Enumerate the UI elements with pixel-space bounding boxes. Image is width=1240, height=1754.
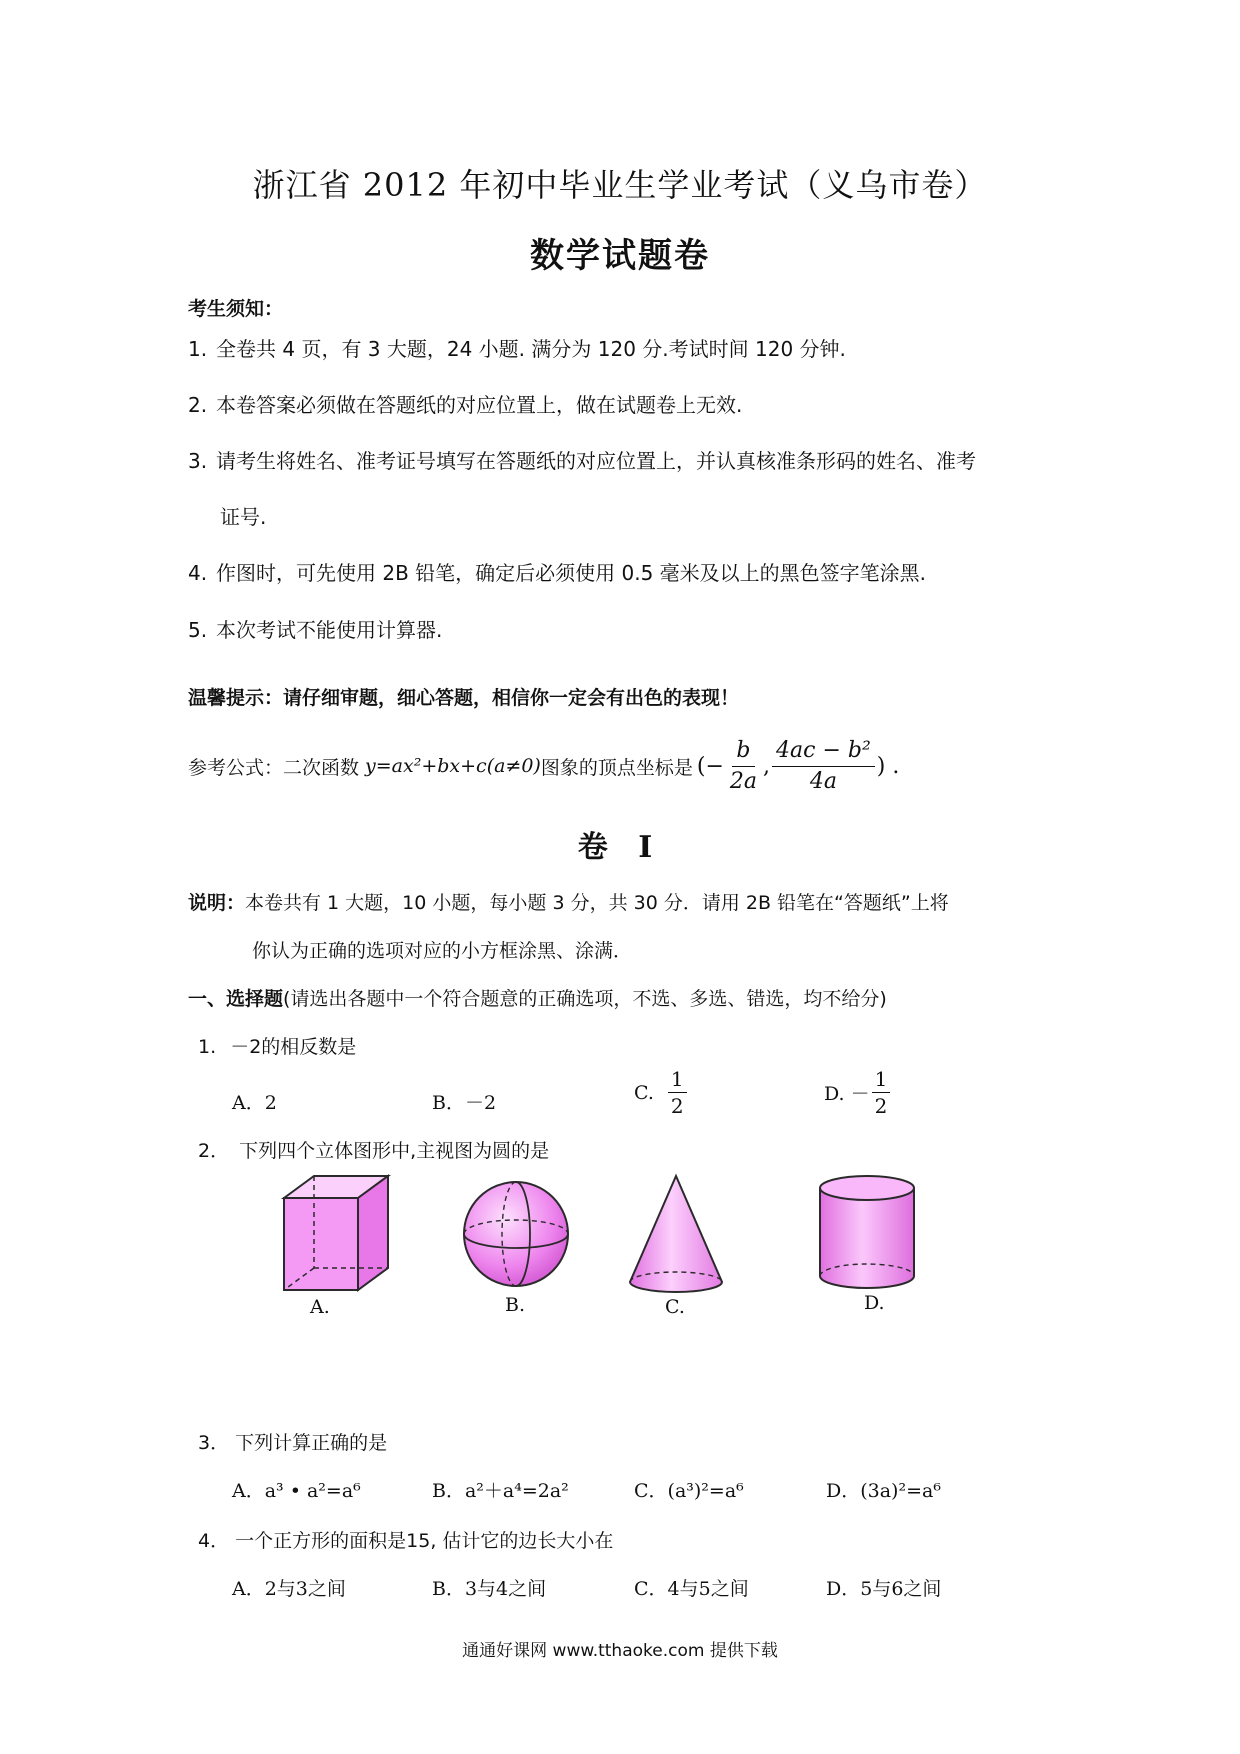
notice-text: 本卷答案必须做在答题纸的对应位置上，做在试题卷上无效. <box>216 393 743 417</box>
notice-item <box>188 445 976 474</box>
formula-comma: , <box>763 753 771 779</box>
notice-item <box>188 333 846 362</box>
notice-text: 全卷共 4 页，有 3 大题，24 小题. 满分为 120 分.考试时间 120 分钟. <box>216 337 846 361</box>
option-label: C. <box>634 1081 654 1104</box>
fraction-numerator: 4ac − b² <box>772 738 875 767</box>
formula-fraction-1 <box>726 738 761 795</box>
warm-tip: 温馨提示：请仔细审题，细心答题，相信你一定会有出色的表现！ <box>188 687 740 709</box>
notice-text: 请考生将姓名、准考证号填写在答题纸的对应位置上，并认真核准条形码的姓名、准考 <box>216 449 976 473</box>
section-label: 一、选择题 <box>188 988 284 1010</box>
q3-option-b: B．a²＋a⁴=2a² <box>432 1480 569 1502</box>
option-fraction <box>872 1066 891 1119</box>
q4-option-b: B．3与4之间 <box>432 1578 547 1600</box>
fraction-numerator: 1 <box>872 1066 891 1093</box>
question-text: －2的相反数是 <box>230 1036 357 1058</box>
page-footer: 通通好课网 www.tthaoke.com 提供下载 <box>462 1641 778 1661</box>
formula-close-paren: ) . <box>876 753 900 779</box>
q2-option-c-label: C. <box>665 1296 685 1318</box>
section-instructions: (请选出各题中一个符合题意的正确选项，不选、多选、错选，均不给分) <box>283 988 887 1010</box>
fraction-denominator: 4a <box>809 768 837 794</box>
part-heading: 卷 I <box>577 830 663 865</box>
question-1 <box>198 1032 356 1059</box>
notice-heading: 考生须知： <box>188 298 284 320</box>
question-4 <box>198 1526 613 1553</box>
formula-prefix: 参考公式：二次函数 <box>188 756 360 779</box>
q4-option-a: A．2与3之间 <box>232 1578 346 1600</box>
question-2 <box>198 1136 549 1163</box>
description-line-2: 你认为正确的选项对应的小方框涂黑、涂满． <box>252 940 633 962</box>
q1-option-b: B．－2 <box>432 1092 497 1114</box>
q3-option-d: D．(3a)²=a⁶ <box>826 1480 941 1502</box>
cone-figure <box>624 1170 728 1300</box>
option-label: D. － <box>824 1083 870 1105</box>
fraction-numerator: 1 <box>668 1066 687 1093</box>
q1-option-a: A．2 <box>232 1092 277 1114</box>
notice-continuation: 证号. <box>220 505 267 529</box>
q4-option-d: D．5与6之间 <box>826 1578 942 1600</box>
exam-subtitle: 数学试题卷 <box>530 236 710 276</box>
q1-option-c <box>634 1066 687 1119</box>
formula-fraction-2 <box>772 738 875 795</box>
formula-open-paren: (− <box>696 753 724 779</box>
cube-figure <box>270 1168 400 1298</box>
description-line-1: 本卷共有 1 大题，10 小题，每小题 3 分，共 30 分．请用 2B 铅笔在“答题纸”上将 <box>245 892 949 914</box>
question-number: 4． <box>198 1530 230 1552</box>
question-number: 1. <box>198 1036 217 1058</box>
notice-number: 1. <box>188 337 208 361</box>
notice-number: 5. <box>188 618 208 642</box>
question-number: 2． <box>198 1140 230 1162</box>
q4-option-c: C．4与5之间 <box>634 1578 749 1600</box>
q3-option-a: A．a³ • a²=a⁶ <box>232 1480 361 1502</box>
formula-middle: 图象的顶点坐标是 <box>540 756 693 779</box>
option-fraction <box>668 1066 687 1119</box>
fraction-numerator: b <box>732 738 754 767</box>
fraction-denominator: 2 <box>670 1094 684 1118</box>
question-number: 3． <box>198 1432 230 1454</box>
notice-item <box>188 389 742 418</box>
notice-item <box>188 614 442 643</box>
exam-title: 浙江省 2012 年初中毕业生学业考试（义乌市卷） <box>252 166 988 204</box>
q2-option-d-label: D. <box>864 1292 885 1314</box>
question-text: 下列计算正确的是 <box>235 1432 388 1454</box>
question-text: 下列四个立体图形中,主视图为圆的是 <box>239 1140 550 1162</box>
q3-option-c: C．(a³)²=a⁶ <box>634 1480 744 1502</box>
q2-option-a-label: A. <box>310 1296 330 1318</box>
fraction-denominator: 2a <box>729 768 758 794</box>
description-label: 说明： <box>188 892 246 914</box>
reference-formula <box>188 730 899 802</box>
notice-number: 2. <box>188 393 208 417</box>
fraction-denominator: 2 <box>874 1094 888 1118</box>
notice-text: 作图时，可先使用 2B 铅笔，确定后必须使用 0.5 毫米及以上的黑色签字笔涂黑. <box>216 561 927 585</box>
part-description <box>188 888 949 915</box>
q2-option-b-label: B. <box>505 1294 526 1316</box>
q1-option-d <box>824 1066 890 1119</box>
sphere-figure <box>456 1174 576 1294</box>
notice-number: 4. <box>188 561 208 585</box>
notice-item <box>188 557 926 586</box>
notice-number: 3. <box>188 449 208 473</box>
section-heading <box>188 984 887 1011</box>
question-3 <box>198 1428 387 1455</box>
cylinder-figure <box>812 1170 922 1300</box>
formula-function: y=ax²+bx+c(a≠0) <box>365 755 541 777</box>
notice-text: 本次考试不能使用计算器. <box>216 618 443 642</box>
question-text: 一个正方形的面积是15, 估计它的边长大小在 <box>235 1530 614 1552</box>
